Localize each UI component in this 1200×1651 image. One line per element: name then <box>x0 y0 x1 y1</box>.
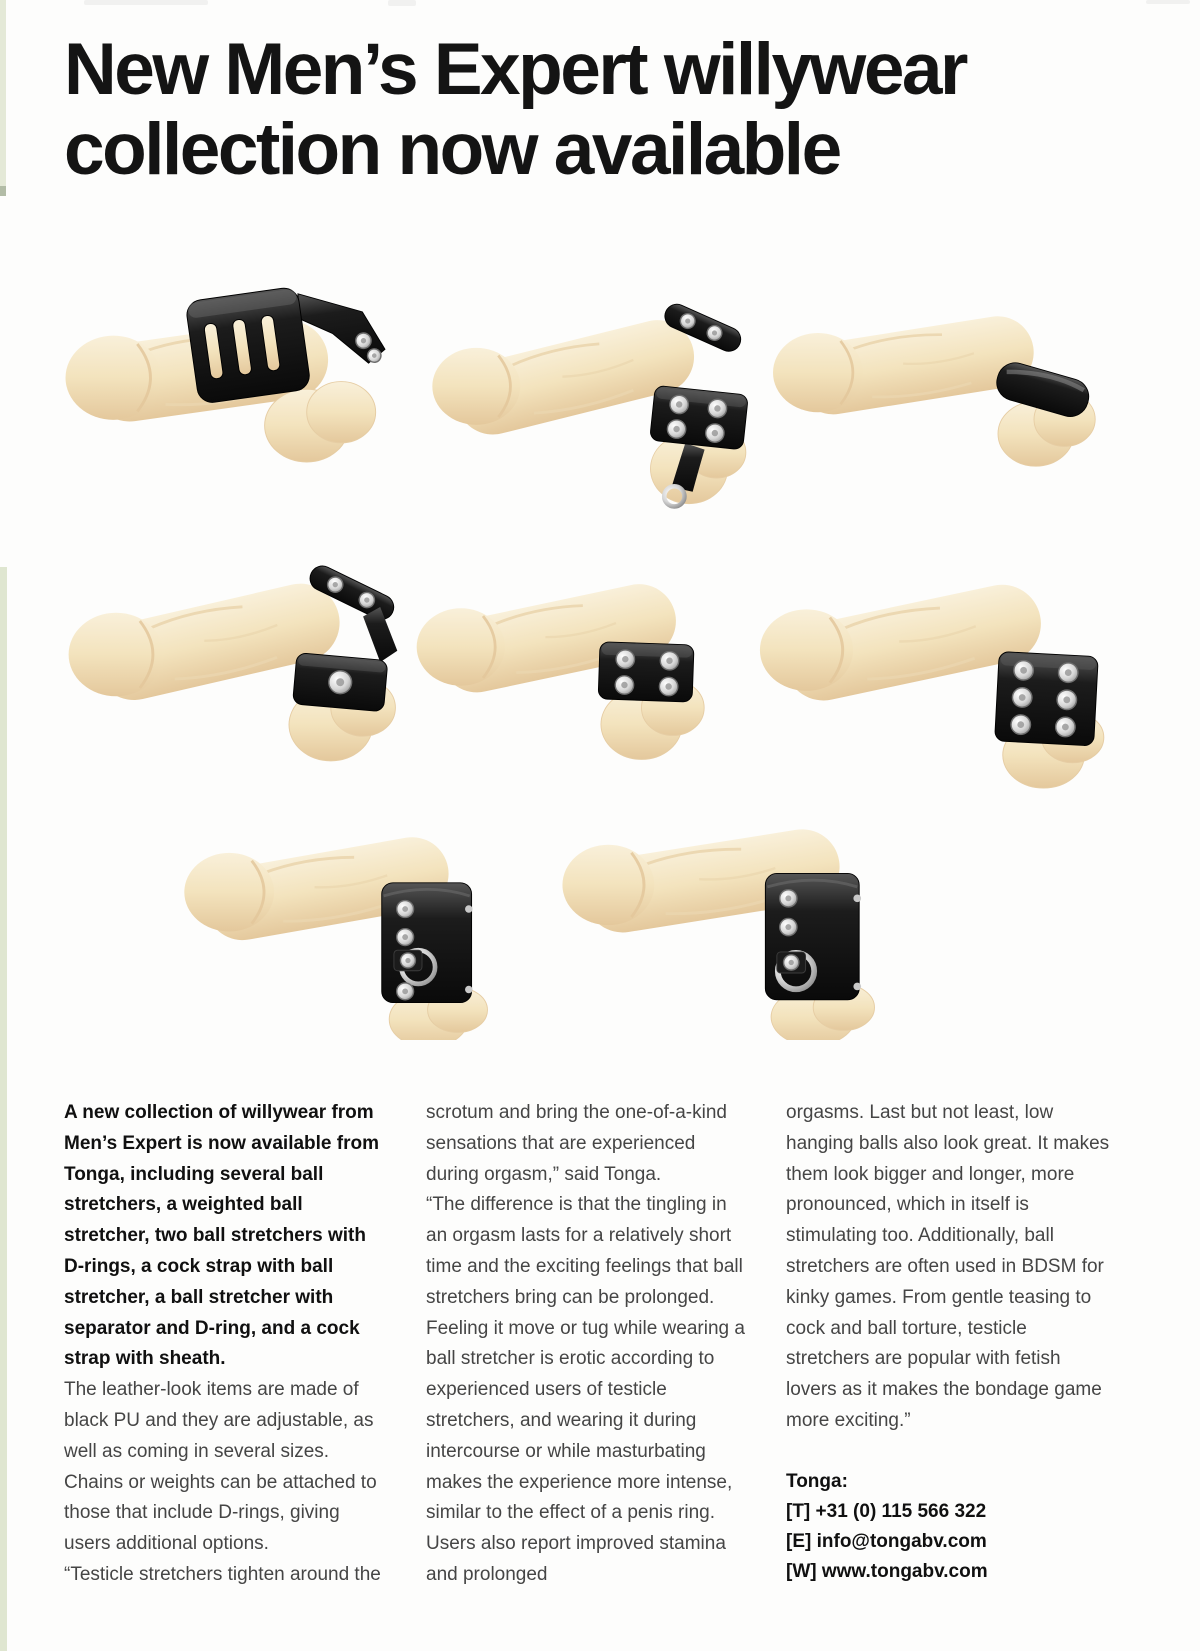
page-title-line2: collection now available <box>64 109 840 190</box>
product-illustration <box>543 772 915 1040</box>
product-photo-5 <box>393 518 761 776</box>
product-photo-6 <box>728 518 1126 790</box>
contact-line: [W] www.tongabv.com <box>786 1560 988 1582</box>
article-column-2 <box>426 1098 750 1591</box>
article-paragraph: A new collection of willywear from Men’s Expert is now available from Tonga, including several ball stretchers, a weighted ball stretcher, two ball stretchers with D-rings, a cock strap with ball stretcher, a ball stretcher with separator and D-ring, and a cock strap with sheath. <box>64 1102 380 1370</box>
contact-line: [T] +31 (0) 115 566 322 <box>786 1500 987 1522</box>
article-column-3 <box>786 1098 1110 1587</box>
product-illustration <box>728 518 1126 790</box>
scan-artifact <box>1146 0 1190 4</box>
product-illustration <box>425 242 755 527</box>
article-paragraph: scrotum and bring the one-of-a-kind sensations that are experienced during orgasm,” said Tonga. <box>426 1102 727 1185</box>
product-photo-8 <box>543 772 915 1040</box>
product-illustration <box>742 252 1110 504</box>
scan-artifact <box>84 0 208 5</box>
product-illustration <box>40 238 405 506</box>
article-paragraph: “The difference is that the tingling in an orgasm lasts for a relatively short time and the exciting feelings that ball stretchers bring can be prolonged. Feeling it move or tug while wearing a ball stretcher is erotic according to experienced users of testicle stretchers, and wearing it during intercourse or while masturbating makes the experience more intense, similar to the effect of a penis ring. Users also report improved stamina and prolonged <box>426 1194 745 1585</box>
product-photo-7 <box>168 778 530 1040</box>
article-paragraph: “Testicle stretchers tighten around the <box>64 1563 381 1585</box>
article-paragraph: The leather-look items are made of black PU and they are adjustable, as well as coming in several sizes. Chains or weights can be attached to those that include D-rings, giving users additional options. <box>64 1379 377 1555</box>
contact-title: Tonga: <box>786 1470 848 1492</box>
scan-artifact <box>388 0 416 6</box>
product-photo-4 <box>48 512 416 778</box>
product-illustration <box>48 512 416 778</box>
product-illustration <box>168 778 530 1040</box>
article-paragraph: orgasms. Last but not least, low hanging balls also look great. It makes them look bigger and longer, more pronounced, which in itself is stimulating too. Additionally, ball stretchers are often used in BDSM for kinky games. From gentle teasing to cock and ball torture, testicle stretchers are popular with fetish lovers as it makes the bondage game more exciting.” <box>786 1102 1110 1431</box>
product-photo-2 <box>425 242 755 527</box>
article-column-1 <box>64 1098 388 1591</box>
page-edge-strip-bottom <box>0 567 7 1651</box>
product-photo-3 <box>742 252 1110 504</box>
product-photo-1 <box>40 238 405 506</box>
page-title <box>64 30 1144 190</box>
page-edge-strip-cap <box>0 186 6 196</box>
product-illustration <box>393 518 761 776</box>
page-title-line1: New Men’s Expert willywear <box>64 29 966 110</box>
contact-line: [E] info@tongabv.com <box>786 1530 987 1552</box>
contact-block <box>786 1467 1110 1587</box>
page-edge-strip-top <box>0 0 6 186</box>
